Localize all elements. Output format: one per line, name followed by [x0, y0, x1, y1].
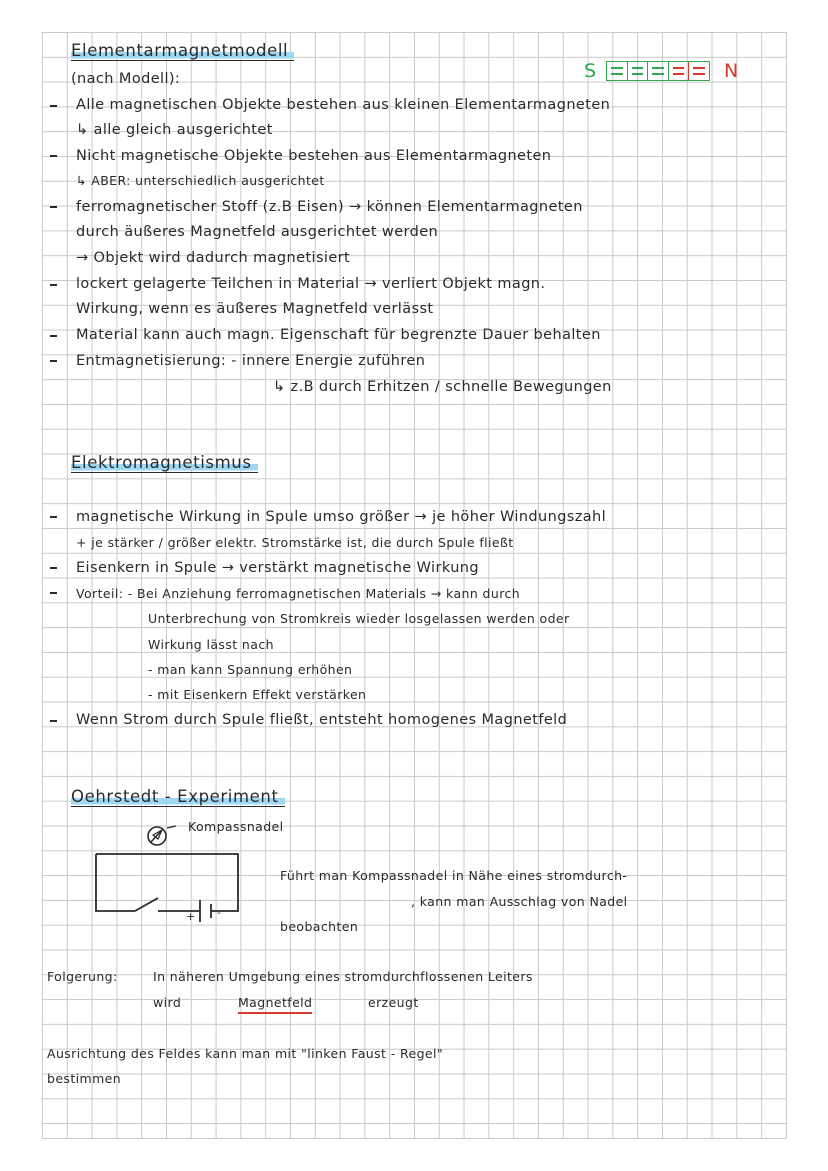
heading-oehrstedt-experiment: Oehrstedt - Experiment [71, 788, 285, 807]
list-item: Entmagnetisierung: - innere Energie zuführen [76, 353, 426, 369]
heading-elektromagnetismus: Elektromagnetismus [71, 454, 258, 473]
list-item: - man kann Spannung erhöhen [148, 662, 353, 677]
list-item: lockert gelagerte Teilchen in Material → verliert Objekt magn. [76, 276, 546, 292]
magnet-cell [628, 62, 649, 80]
magnet-cell [607, 62, 628, 80]
direction-line: bestimmen [47, 1071, 122, 1086]
conclusion-label: Folgerung: [47, 969, 118, 984]
list-item: magnetische Wirkung in Spule umso größer → je höher Windungszahl [76, 509, 607, 525]
conclusion-line: In näheren Umgebung eines stromdurchflossenen Leiters [153, 969, 533, 984]
subheading: (nach Modell): [71, 71, 181, 87]
magnet-cell [689, 62, 709, 80]
magnet-north-label: N [724, 60, 739, 82]
bullet-dash [50, 206, 57, 208]
direction-line: Ausrichtung des Feldes kann man mit "linken Faust - Regel" [47, 1046, 444, 1061]
list-item: → Objekt wird dadurch magnetisiert [76, 250, 351, 266]
bullet-dash [50, 720, 57, 722]
list-item: Material kann auch magn. Eigenschaft für begrenzte Dauer behalten [76, 327, 601, 343]
bullet-dash [50, 284, 57, 286]
description-line: beobachten [280, 919, 359, 934]
bullet-dash [50, 105, 57, 107]
bullet-dash [50, 335, 57, 337]
list-item: Wirkung, wenn es äußeres Magnetfeld verlässt [76, 301, 434, 317]
description-line: , kann man Ausschlag von Nadel [411, 894, 628, 909]
conclusion-word: erzeugt [368, 995, 419, 1010]
heading-elementarmagnetmodell: Elementarmagnetmodell [71, 42, 294, 61]
compass-icon [148, 827, 166, 845]
magnet-diagram [606, 61, 710, 81]
list-item: ↳ z.B durch Erhitzen / schnelle Bewegungen [273, 379, 612, 395]
plus-sign: + [186, 910, 196, 923]
list-item: ↳ alle gleich ausgerichtet [76, 122, 273, 138]
magnet-cell [648, 62, 669, 80]
list-item: ferromagnetischer Stoff (z.B Eisen) → können Elementarmagneten [76, 199, 583, 215]
bullet-dash [50, 567, 57, 569]
list-item: - mit Eisenkern Effekt verstärken [148, 687, 367, 702]
list-item: Alle magnetischen Objekte bestehen aus kleinen Elementarmagneten [76, 97, 611, 113]
bullet-dash [50, 155, 57, 157]
list-item: Vorteil: - Bei Anziehung ferromagnetischen Materials → kann durch [76, 586, 521, 601]
list-item: Unterbrechung von Stromkreis wieder losgelassen werden oder [148, 611, 570, 626]
list-item: Eisenkern in Spule → verstärkt magnetische Wirkung [76, 560, 479, 576]
list-item: ↳ ABER: unterschiedlich ausgerichtet [76, 173, 325, 188]
list-item: Wenn Strom durch Spule fließt, entsteht homogenes Magnetfeld [76, 712, 568, 728]
magnetfeld-highlight: Magnetfeld [238, 994, 312, 1014]
list-item: durch äußeres Magnetfeld ausgerichtet werden [76, 224, 439, 240]
list-item: + je stärker / größer elektr. Stromstärke ist, die durch Spule fließt [76, 535, 514, 550]
compass-label: Kompassnadel [188, 819, 284, 834]
switch-lever [135, 898, 158, 911]
magnet-south-label: S [584, 60, 597, 82]
list-item: Wirkung lässt nach [148, 637, 274, 652]
description-line: Führt man Kompassnadel in Nähe eines stromdurch- [280, 868, 628, 883]
minus-sign: - [217, 906, 221, 919]
magnet-cell [669, 62, 690, 80]
bullet-dash [50, 360, 57, 362]
bullet-dash [50, 516, 57, 518]
list-item: Nicht magnetische Objekte bestehen aus Elementarmagneten [76, 148, 552, 164]
conclusion-word: wird [153, 995, 182, 1010]
bullet-dash [50, 592, 57, 594]
circuit-diagram [90, 820, 250, 930]
